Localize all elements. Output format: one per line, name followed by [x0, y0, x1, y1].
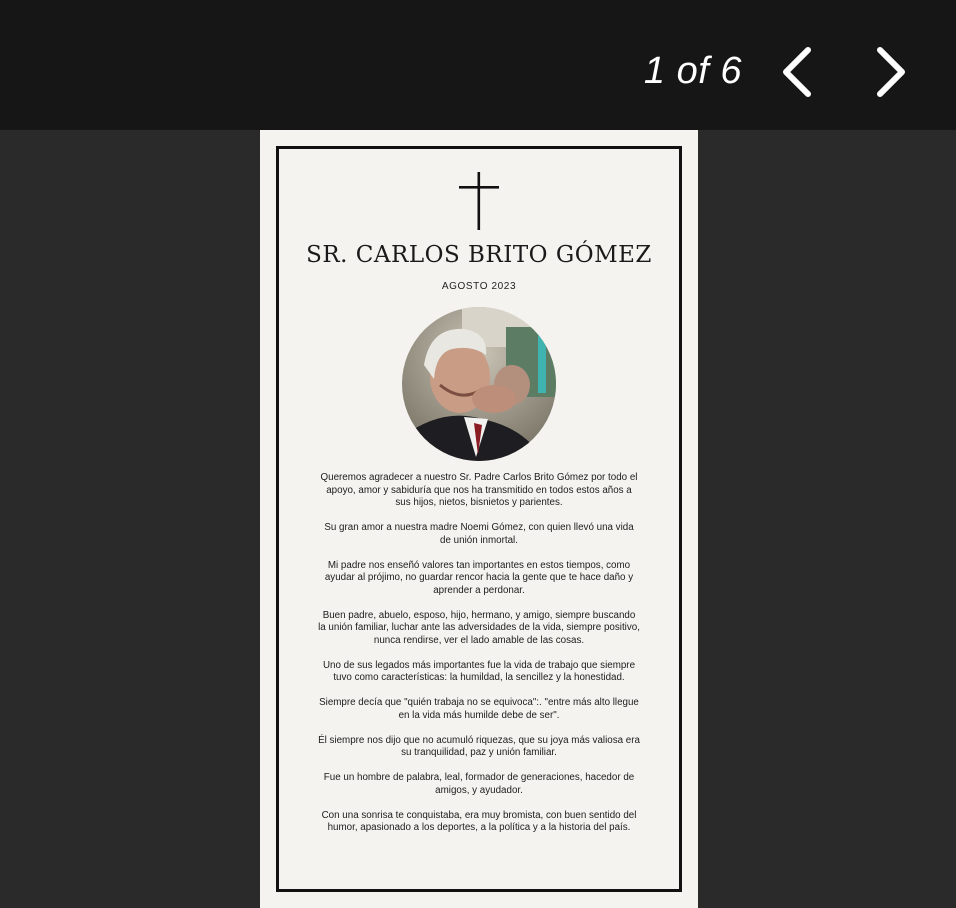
- tribute-text: [318, 472, 640, 847]
- paragraph: Queremos agradecer a nuestro Sr. Padre Carlos Brito Gómez por todo el apoyo, amor y sabiduría que nos ha transmitido en todos estos años a sus hijos, nietos, bisnietos y parientes.: [320, 472, 638, 508]
- chevron-right-icon: [870, 44, 910, 100]
- viewer-toolbar: [0, 0, 956, 130]
- previous-button[interactable]: [768, 38, 828, 106]
- page-counter: 1 of 6: [643, 50, 742, 92]
- chevron-left-icon: [778, 44, 818, 100]
- paragraph: Mi padre nos enseñó valores tan importantes en estos tiempos, como ayudar al prójimo, no guardar rencor hacia la gente que te hace daño y aprender a perdonar.: [324, 559, 634, 596]
- paragraph: Con una sonrisa te conquistaba, era muy bromista, con buen sentido del humor, apasionado a los deportes, a la política y a la historia del país.: [321, 809, 637, 833]
- next-button[interactable]: [860, 38, 920, 106]
- paragraph: Su gran amor a nuestra madre Noemi Gómez, con quien llevó una vida de unión inmortal.: [324, 522, 634, 546]
- paragraph: Él siempre nos dijo que no acumuló riquezas, que su joya más valiosa era su tranquilidad, paz y unión familiar.: [318, 734, 640, 758]
- deceased-name: SR. CARLOS BRITO GÓMEZ: [306, 242, 652, 268]
- memorial-card: [260, 130, 698, 908]
- cross-icon: [458, 170, 500, 232]
- paragraph: Siempre decía que "quién trabaja no se equivoca":. "entre más alto llegue en la vida más humilde debe de ser".: [319, 697, 639, 721]
- paragraph: Fue un hombre de palabra, leal, formador de generaciones, hacedor de amigos, y ayudador.: [323, 772, 635, 796]
- portrait-photo: [402, 307, 556, 461]
- memorial-date: AGOSTO 2023: [441, 281, 517, 292]
- paragraph: Buen padre, abuelo, esposo, hijo, hermano, y amigo, siempre buscando la unión familiar, luchar ante las adversidades de la vida, siempre positivo, nunca rendirse, ver el lado amable de las cosas.: [318, 609, 640, 646]
- paragraph: Uno de sus legados más importantes fue la vida de trabajo que siempre tuvo como características: la humildad, la sencillez y la honestidad.: [322, 659, 636, 683]
